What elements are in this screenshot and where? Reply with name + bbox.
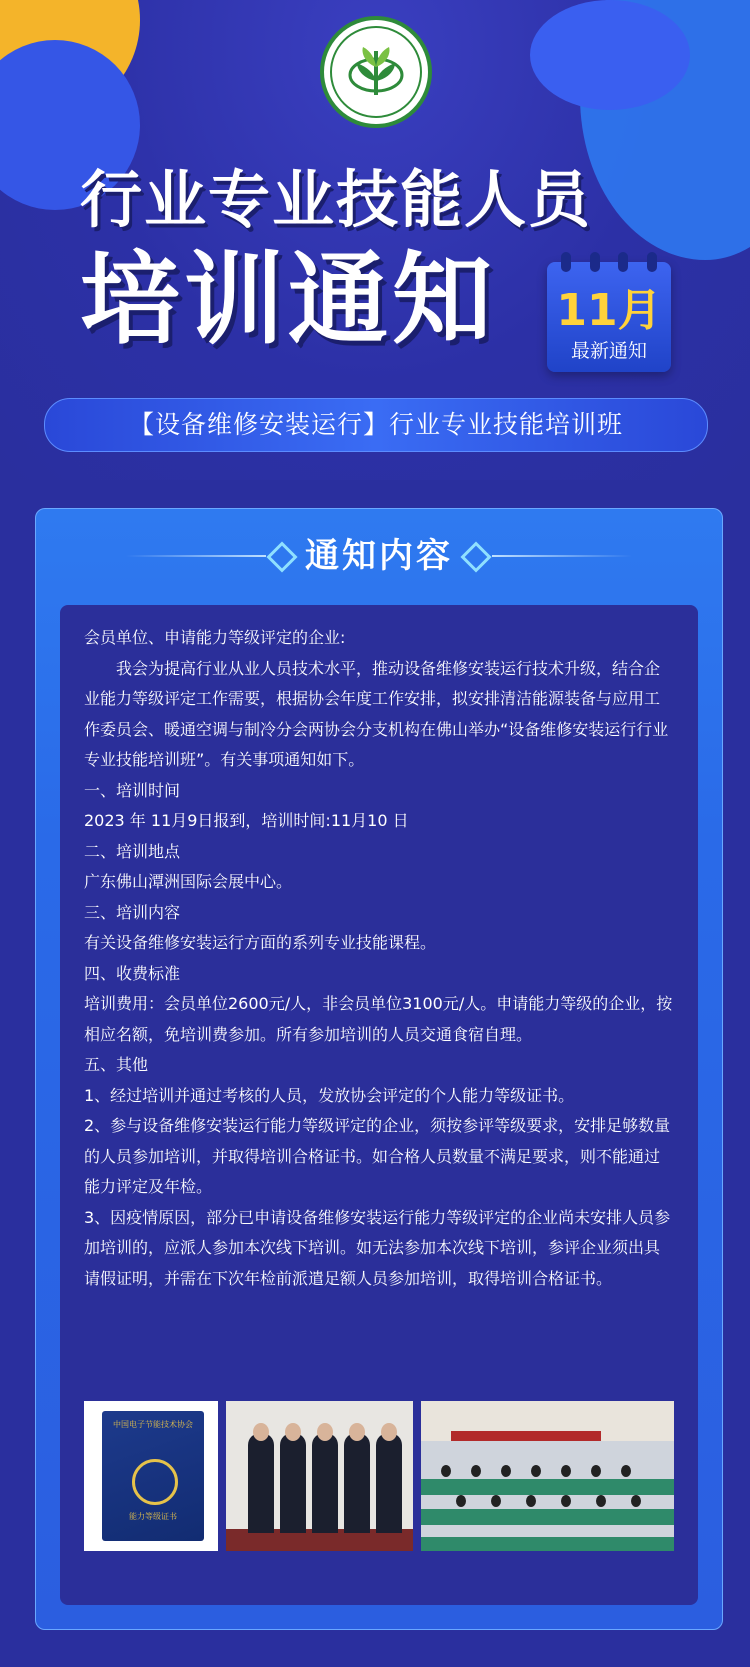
notice-body: [60, 605, 698, 1605]
person-figure: [344, 1433, 370, 1533]
person-head: [317, 1423, 333, 1441]
attendee: [491, 1495, 501, 1507]
banner-strip: [451, 1431, 601, 1441]
certificate-org: 中国电子节能技术协会: [113, 1420, 193, 1429]
intro-paragraph: 我会为提高行业从业人员技术水平，推动设备维修安装运行技术升级，结合企业能力等级评定工作需要，根据协会年度工作安排，拟安排清洁能源装备与应用工作委员会、暖通空调与制冷分会两协会分支机构在佛山举办“设备维修安装运行行业专业技能培训班”。有关事项通知如下。: [84, 658, 669, 769]
attendee: [631, 1495, 641, 1507]
salutation: 会员单位、申请能力等级评定的企业:: [84, 628, 346, 647]
section-heading: 四、收费标准: [84, 963, 181, 983]
section-heading: 二、培训地点: [84, 841, 181, 861]
section-text: 2、参与设备维修安装运行能力等级评定的企业，须按参评等级要求，安排足够数量的人员参加培训，并取得培训合格证书。如合格人员数量不满足要求，则不能通过能力评定及年检。: [84, 1116, 671, 1196]
certificate-emblem-icon: [132, 1459, 178, 1505]
calendar-rings-icon: [561, 252, 657, 272]
decor-blob-blue-right-2: [530, 0, 690, 110]
person-head: [381, 1423, 397, 1441]
attendee: [501, 1465, 511, 1477]
attendee: [621, 1465, 631, 1477]
section-text: 2023 年 11月9日报到，培训时间:11月10 日: [84, 811, 409, 830]
desk-row: [421, 1479, 674, 1495]
attendee: [596, 1495, 606, 1507]
notice-card: [35, 508, 723, 1630]
attendee: [531, 1465, 541, 1477]
section-text: 广东佛山潭洲国际会展中心。: [84, 872, 293, 891]
notice-card-heading: [36, 531, 722, 581]
section-text: 培训费用：会员单位2600元/人，非会员单位3100元/人。申请能力等级的企业，按相应名额，免培训费参加。所有参加培训的人员交通食宿自理。: [84, 994, 673, 1044]
calendar-month: 11月: [556, 285, 662, 336]
certificate-book: [102, 1411, 204, 1541]
photo-strip: [84, 1401, 674, 1551]
section-text: 1、经过培训并通过考核的人员，发放协会评定的个人能力等级证书。: [84, 1085, 575, 1105]
person-head: [253, 1423, 269, 1441]
attendee: [456, 1495, 466, 1507]
attendee: [591, 1465, 601, 1477]
person-head: [349, 1423, 365, 1441]
person-figure: [312, 1433, 338, 1533]
attendee: [561, 1465, 571, 1477]
section-heading: 五、其他: [84, 1055, 149, 1074]
person-figure: [248, 1433, 274, 1533]
certificate-photo: [84, 1401, 218, 1551]
desk-row: [421, 1509, 674, 1525]
calendar-subtitle: 最新通知: [570, 340, 647, 362]
attendee: [561, 1495, 571, 1507]
notice-heading-text: 通知内容: [305, 536, 453, 576]
course-banner: 【设备维修安装运行】行业专业技能培训班: [44, 398, 708, 452]
desk-row: [421, 1537, 674, 1551]
attendee: [441, 1465, 451, 1477]
page-title-line2: 培训通知: [80, 241, 496, 358]
ceremony-photo: [226, 1401, 413, 1551]
calendar-badge: [547, 262, 671, 372]
section-heading: 一、培训时间: [84, 780, 181, 800]
section-text: 有关设备维修安装运行方面的系列专业技能课程。: [84, 933, 437, 952]
association-logo: [320, 16, 432, 128]
notice-text: [84, 623, 674, 1294]
section-heading: 三、培训内容: [84, 902, 181, 922]
person-figure: [280, 1433, 306, 1533]
attendee: [471, 1465, 481, 1477]
classroom-photo: [421, 1401, 674, 1551]
person-figure: [376, 1433, 402, 1533]
section-text: 3、因疫情原因，部分已申请设备维修安装运行能力等级评定的企业尚未安排人员参加培训的，应派人参加本次线下培训。如无法参加本次线下培训，参评企业须出具请假证明，并需在下次年检前派遣足额人员参加培训，取得培训合格证书。: [84, 1207, 671, 1288]
attendee: [526, 1495, 536, 1507]
certificate-label: 能力等级证书: [129, 1512, 177, 1521]
page-title-line1: 行业专业技能人员: [80, 163, 593, 236]
person-head: [285, 1423, 301, 1441]
